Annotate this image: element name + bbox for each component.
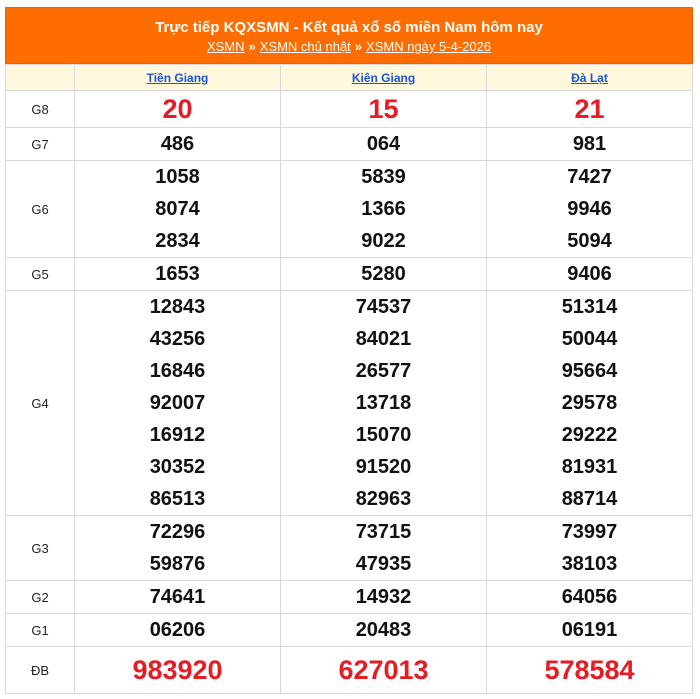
result-number: 20483 (355, 619, 412, 641)
jackpot-number: 983920 (132, 655, 223, 685)
result-number: 06206 (149, 619, 206, 641)
prize-row-db (6, 647, 693, 694)
result-number: 16912 (149, 424, 206, 446)
result-number: 82963 (355, 488, 412, 510)
result-cell (281, 291, 487, 516)
result-cell (487, 516, 693, 581)
breadcrumb-link-xsmn[interactable]: XSMN (206, 39, 245, 54)
result-cell (75, 516, 281, 581)
result-cell (487, 291, 693, 516)
prize-row-g3 (6, 516, 693, 581)
result-cell (487, 614, 693, 647)
empty-corner-cell (6, 65, 75, 91)
province-header (487, 65, 693, 91)
result-number: 50044 (561, 328, 618, 350)
result-cell (75, 128, 281, 161)
breadcrumb-link-sunday[interactable]: XSMN chủ nhật (259, 39, 351, 54)
result-cell (75, 647, 281, 694)
result-cell (487, 647, 693, 694)
prize-label: G7 (6, 128, 75, 161)
jackpot-number: 627013 (338, 655, 429, 685)
prize-row-g5 (6, 258, 693, 291)
result-cell (281, 161, 487, 258)
prize-row-g6 (6, 161, 693, 258)
result-cell (281, 647, 487, 694)
result-number: 15070 (355, 424, 412, 446)
result-number: 26577 (355, 360, 412, 382)
result-number: 92007 (149, 392, 206, 414)
result-cell (75, 291, 281, 516)
result-number: 38103 (561, 553, 618, 575)
result-number: 486 (160, 133, 195, 155)
province-header-row (6, 65, 693, 91)
prize-label: G1 (6, 614, 75, 647)
result-cell (281, 581, 487, 614)
result-number: 064 (366, 133, 401, 155)
result-cell (487, 258, 693, 291)
prize-label: G4 (6, 291, 75, 516)
prize-row-g1 (6, 614, 693, 647)
province-link-da-lat[interactable]: Đà Lạt (571, 70, 608, 85)
result-number: 9022 (361, 230, 406, 252)
breadcrumb-link-date[interactable]: XSMN ngày 5-4-2026 (366, 39, 492, 54)
result-number: 7427 (567, 166, 612, 188)
result-number: 8074 (155, 198, 200, 220)
result-number: 43256 (149, 328, 206, 350)
result-cell (75, 161, 281, 258)
result-cell (75, 91, 281, 128)
province-link-tien-giang[interactable]: Tiền Giang (146, 70, 209, 85)
result-cell (487, 161, 693, 258)
result-number: 74641 (149, 586, 206, 608)
result-number: 91520 (355, 456, 412, 478)
prize-label: G6 (6, 161, 75, 258)
result-cell (487, 581, 693, 614)
result-number: 74537 (355, 296, 412, 318)
result-number: 1366 (361, 198, 406, 220)
result-number: 59876 (149, 553, 206, 575)
province-header (75, 65, 281, 91)
result-number: 29222 (561, 424, 618, 446)
result-number: 84021 (355, 328, 412, 350)
result-number: 16846 (149, 360, 206, 382)
result-number: 981 (572, 133, 607, 155)
result-number: 81931 (561, 456, 618, 478)
prize-row-g2 (6, 581, 693, 614)
prize-row-g8 (6, 91, 693, 128)
result-number: 15 (368, 93, 399, 124)
result-number: 73715 (355, 521, 412, 543)
breadcrumb-separator: » (354, 39, 363, 54)
result-cell (281, 614, 487, 647)
result-cell (75, 614, 281, 647)
result-number: 1653 (155, 263, 200, 285)
province-header (281, 65, 487, 91)
result-number: 5839 (361, 166, 406, 188)
result-number: 88714 (561, 488, 618, 510)
result-number: 30352 (149, 456, 206, 478)
result-number: 72296 (149, 521, 206, 543)
result-number: 95664 (561, 360, 618, 382)
result-number: 51314 (561, 296, 618, 318)
result-number: 06191 (561, 619, 618, 641)
prize-label: G2 (6, 581, 75, 614)
result-number: 64056 (561, 586, 618, 608)
breadcrumb (6, 37, 692, 56)
prize-label: G3 (6, 516, 75, 581)
result-number: 12843 (149, 296, 206, 318)
result-cell (281, 258, 487, 291)
result-number: 5094 (567, 230, 612, 252)
prize-label: ĐB (6, 647, 75, 694)
result-cell (75, 258, 281, 291)
results-panel (5, 7, 693, 694)
results-table (5, 64, 693, 694)
result-number: 9946 (567, 198, 612, 220)
result-cell (487, 128, 693, 161)
results-header (5, 7, 693, 64)
jackpot-number: 578584 (544, 655, 635, 685)
result-number: 9406 (567, 263, 612, 285)
prize-label: G5 (6, 258, 75, 291)
result-number: 1058 (155, 166, 200, 188)
result-number: 2834 (155, 230, 200, 252)
prize-row-g7 (6, 128, 693, 161)
result-cell (487, 91, 693, 128)
result-number: 47935 (355, 553, 412, 575)
result-cell (281, 91, 487, 128)
result-number: 5280 (361, 263, 406, 285)
result-cell (281, 516, 487, 581)
result-number: 21 (574, 93, 605, 124)
province-link-kien-giang[interactable]: Kiên Giang (351, 70, 416, 85)
breadcrumb-separator: » (248, 39, 256, 54)
result-number: 73997 (561, 521, 618, 543)
result-number: 20 (162, 93, 193, 124)
page-title: Trực tiếp KQXSMN - Kết quả xổ số miền Nam hôm nay (155, 19, 543, 36)
prize-row-g4 (6, 291, 693, 516)
result-cell (281, 128, 487, 161)
prize-label: G8 (6, 91, 75, 128)
result-number: 29578 (561, 392, 618, 414)
result-cell (75, 581, 281, 614)
result-number: 14932 (355, 586, 412, 608)
result-number: 86513 (149, 488, 206, 510)
result-number: 13718 (355, 392, 412, 414)
